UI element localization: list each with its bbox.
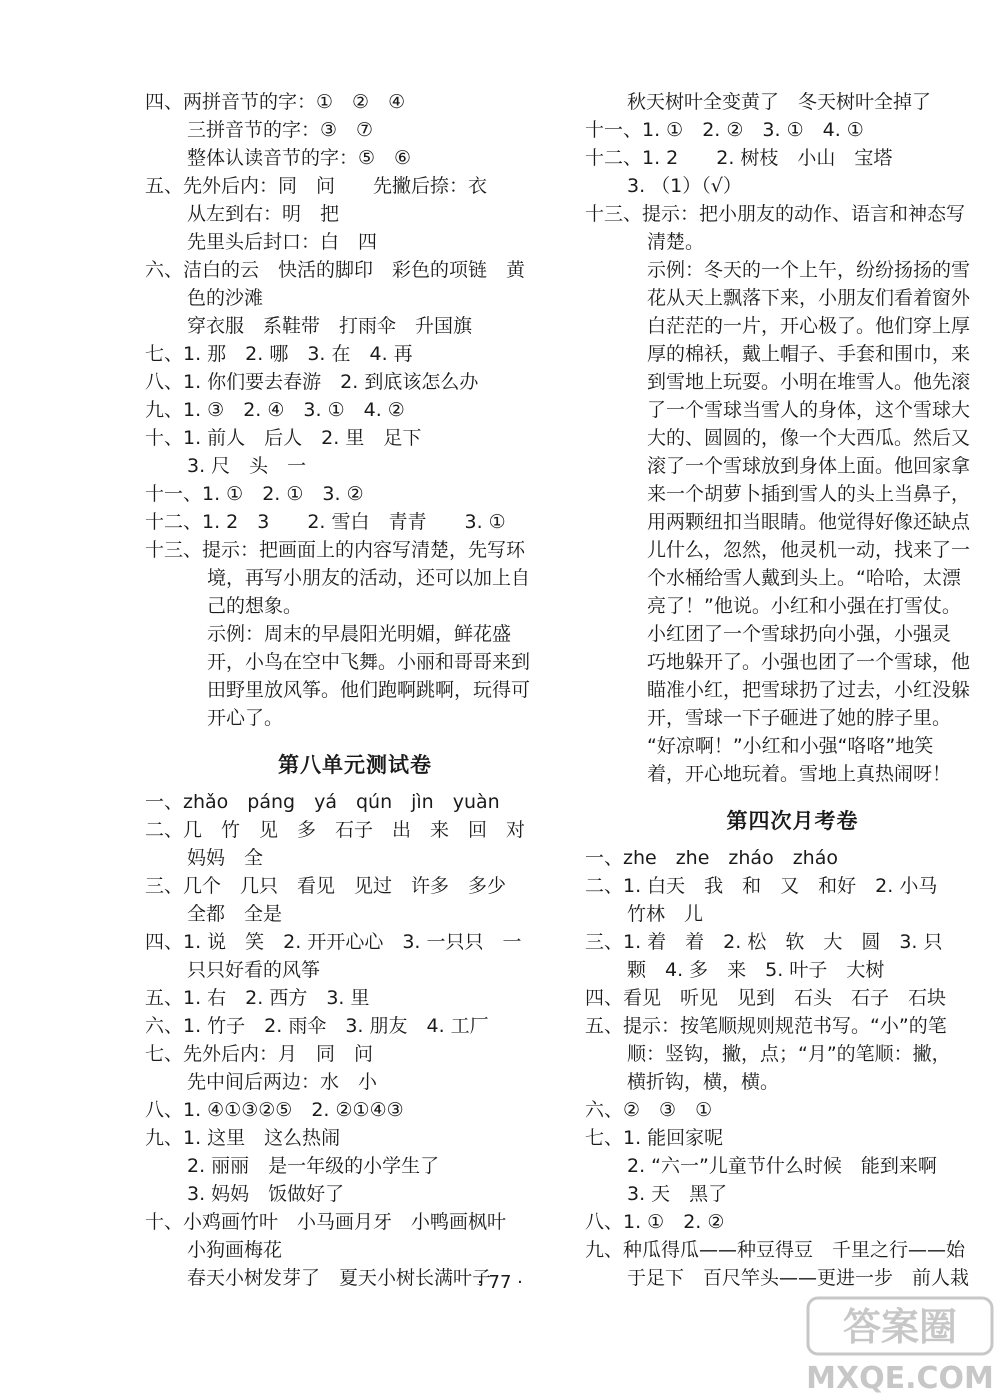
- answer-line: 横折钩，横，横。: [627, 1071, 780, 1093]
- answer-line: 厚的棉袄，戴上帽子、手套和围巾，来: [647, 343, 971, 365]
- answer-line: 六、② ③ ①: [585, 1099, 713, 1121]
- answer-line: 色的沙滩: [187, 287, 264, 309]
- answer-line: 竹林 儿: [627, 903, 704, 925]
- answer-line: 十二、1. 2 2. 树枝 小山 宝塔: [585, 147, 893, 169]
- section-heading: 第四次月考卷: [726, 809, 859, 833]
- answer-line: 从左到右：明 把: [187, 203, 340, 225]
- answer-line: 白茫茫的一片，开心极了。他们穿上厚: [647, 315, 971, 337]
- answer-line: 五、先外后内：同 问 先撇后捺：衣: [145, 175, 488, 197]
- answer-line: 滚了一个雪球放到身体上面。他回家拿: [647, 455, 971, 477]
- answer-line: 四、1. 说 笑 2. 开开心心 3. 一只只 一: [145, 931, 522, 953]
- answer-line: 于足下 百尺竿头——更进一步 前人栽: [627, 1267, 970, 1289]
- answer-line: 整体认读音节的字：⑤ ⑥: [187, 147, 412, 169]
- answer-line: 八、1. ① 2. ②: [585, 1211, 725, 1233]
- answer-line: 先里头后封口：白 四: [187, 231, 378, 253]
- answer-line: 开，小鸟在空中飞舞。小丽和哥哥来到: [207, 651, 531, 673]
- right-column: [585, 88, 1000, 1292]
- answer-line: 九、1. 这里 这么热闹: [145, 1127, 341, 1149]
- answer-line: 小狗画梅花: [187, 1239, 283, 1261]
- answer-line: 六、洁白的云 快活的脚印 彩色的项链 黄: [145, 259, 526, 281]
- answer-line: 2. “六一”儿童节什么时候 能到来啊: [627, 1155, 937, 1177]
- answer-line: 八、1. 你们要去春游 2. 到底该怎么办: [145, 371, 479, 393]
- answer-line: 大的、圆圆的，像一个大西瓜。然后又: [647, 427, 971, 449]
- answer-line: 十、小鸡画竹叶 小马画月牙 小鸭画枫叶: [145, 1211, 507, 1233]
- answer-line: 田野里放风筝。他们跑啊跳啊，玩得可: [207, 679, 531, 701]
- answer-line: 十、1. 前人 后人 2. 里 足下: [145, 427, 422, 449]
- answer-line: 十二、1. 2 3 2. 雪白 青青 3. ①: [145, 511, 506, 533]
- answer-line: 秋天树叶全变黄了 冬天树叶全掉了: [627, 91, 932, 113]
- answer-line: 九、1. ③ 2. ④ 3. ① 4. ②: [145, 399, 405, 421]
- answer-line: 先中间后两边：水 小: [187, 1071, 378, 1093]
- answer-line: 示例：冬天的一个上午，纷纷扬扬的雪: [647, 259, 971, 281]
- answer-line: 七、先外后内：月 同 问: [145, 1043, 374, 1065]
- answer-line: 2. 丽丽 是一年级的小学生了: [187, 1155, 440, 1177]
- answer-line: 一、zhe zhe zháo zháo: [585, 847, 838, 869]
- answer-line: 巧地躲开了。小强也团了一个雪球，他: [647, 651, 971, 673]
- answer-line: 颗 4. 多 来 5. 叶子 大树: [627, 959, 885, 981]
- answer-line: 五、提示：按笔顺规则规范书写。“小”的笔: [585, 1015, 947, 1037]
- answer-line: 二、1. 白天 我 和 又 和好 2. 小马: [585, 875, 938, 897]
- answer-line: 十三、提示：把画面上的内容写清楚，先写环: [145, 539, 526, 561]
- answer-line: 了一个雪球当雪人的身体，这个雪球大: [647, 399, 971, 421]
- answer-line: 只只好看的风筝: [187, 959, 321, 981]
- watermark-text-top: 答案圈: [842, 1305, 958, 1349]
- answer-line: 开心了。: [207, 707, 284, 729]
- answer-line: 亮了！”他说。小红和小强在打雪仗。: [647, 595, 961, 617]
- section-gap: [145, 732, 565, 742]
- answer-line: 七、1. 能回家呢: [585, 1127, 724, 1149]
- answer-line: 九、种瓜得瓜——种豆得豆 千里之行——始: [585, 1239, 966, 1261]
- answer-line: 十三、提示：把小朋友的动作、语言和神态写: [585, 203, 966, 225]
- page-number: · 77 ·: [477, 1272, 523, 1293]
- answer-line: 3. 妈妈 饭做好了: [187, 1183, 345, 1205]
- answer-line: 己的想象。: [207, 595, 303, 617]
- answer-line: 着，开心地玩着。雪地上真热闹呀！: [647, 763, 952, 785]
- answer-line: “好凉啊！”小红和小强“咯咯”地笑: [647, 735, 934, 757]
- answer-line: 三、1. 着 着 2. 松 软 大 圆 3. 只: [585, 931, 943, 953]
- answer-line: 七、1. 那 2. 哪 3. 在 4. 再: [145, 343, 413, 365]
- section-gap: [585, 788, 1000, 798]
- answer-line: 妈妈 全: [187, 847, 264, 869]
- answer-line: 个水桶给雪人戴到头上。“哈哈，太漂: [647, 567, 961, 589]
- answer-line: 一、zhǎo páng yá qún jìn yuàn: [145, 791, 500, 813]
- answer-line: 3. 天 黑了: [627, 1183, 728, 1205]
- answer-line: 四、两拼音节的字：① ② ④: [145, 91, 406, 113]
- answer-line: 三、几个 几只 看见 见过 许多 多少: [145, 875, 507, 897]
- answer-line: 示例：周末的早晨阳光明媚，鲜花盛: [207, 623, 512, 645]
- answer-line: 四、看见 听见 见到 石头 石子 石块: [585, 987, 947, 1009]
- answer-line: 花从天上飘落下来，小朋友们看着窗外: [647, 287, 971, 309]
- answer-line: 3. （1）（√）: [627, 175, 742, 197]
- left-column: [145, 88, 565, 1292]
- answer-line: 开，雪球一下子砸进了她的脖子里。: [647, 707, 952, 729]
- answer-line: 来一个胡萝卜插到雪人的头上当鼻子，: [647, 483, 971, 505]
- answer-line: 六、1. 竹子 2. 雨伞 3. 朋友 4. 工厂: [145, 1015, 489, 1037]
- answer-line: 顺：竖钩，撇，点；“月”的笔顺：撇，: [627, 1043, 951, 1065]
- answer-line: 八、1. ④①③②⑤ 2. ②①④③: [145, 1099, 404, 1121]
- answer-line: 用两颗纽扣当眼睛。他觉得好像还缺点: [647, 511, 971, 533]
- answer-line: 二、几 竹 见 多 石子 出 来 回 对: [145, 819, 526, 841]
- answer-line: 儿什么，忽然，他灵机一动，找来了一: [647, 539, 971, 561]
- answer-line: 清楚。: [647, 231, 705, 253]
- answer-line: 3. 尺 头 一: [187, 455, 307, 477]
- answer-line: 到雪地上玩耍。小明在堆雪人。他先滚: [647, 371, 971, 393]
- answer-line: 小红团了一个雪球扔向小强，小强灵: [647, 623, 952, 645]
- answer-line: 全都 全是: [187, 903, 283, 925]
- answer-line: 瞄准小红，把雪球扔了过去，小红没躲: [647, 679, 971, 701]
- answer-line: 春天小树发芽了 夏天小树长满叶子: [187, 1267, 492, 1289]
- answer-line: 三拼音节的字：③ ⑦: [187, 119, 374, 141]
- answer-line: 五、1. 右 2. 西方 3. 里: [145, 987, 370, 1009]
- answer-line: 十一、1. ① 2. ② 3. ① 4. ①: [585, 119, 864, 141]
- answer-line: 十一、1. ① 2. ① 3. ②: [145, 483, 364, 505]
- watermark-text-bottom: MXQE.COM: [806, 1361, 994, 1396]
- watermark-logo: [800, 1292, 1000, 1400]
- section-heading: 第八单元测试卷: [278, 753, 432, 777]
- answer-line: 境，再写小朋友的活动，还可以加上自: [207, 567, 531, 589]
- answer-line: 穿衣服 系鞋带 打雨伞 升国旗: [187, 315, 473, 337]
